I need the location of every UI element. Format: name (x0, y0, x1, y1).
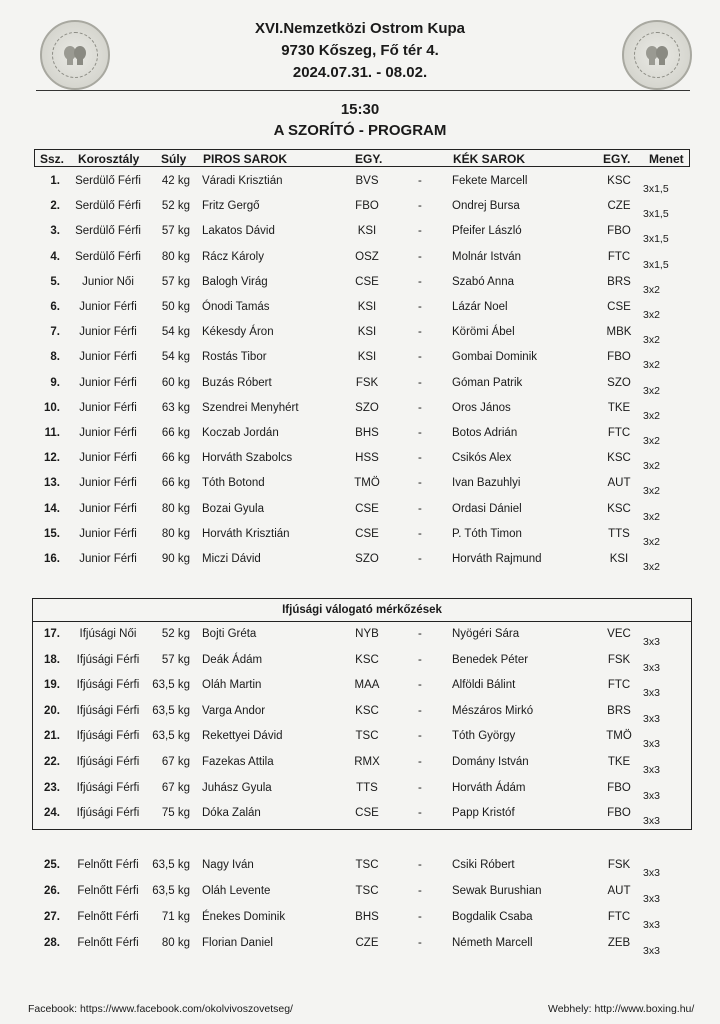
bout-row (0, 654, 720, 678)
rounds: 3x1,5 (643, 183, 669, 195)
bout-row (0, 351, 720, 375)
bout-number: 16. (44, 553, 60, 565)
bout-row (0, 807, 720, 831)
bout-row (0, 705, 720, 729)
blue-corner-club: KSI (609, 553, 629, 565)
red-corner-boxer: Ónodi Tamás (202, 301, 270, 313)
rounds: 3x2 (643, 283, 660, 296)
age-category: Ifjúsági Férfi (76, 679, 140, 692)
red-corner-boxer: Lakatos Dávid (202, 225, 275, 238)
rounds: 3x2 (643, 384, 660, 397)
bout-row (0, 756, 720, 780)
bout-row (0, 937, 720, 961)
blue-corner-boxer: Tóth György (452, 730, 516, 743)
red-corner-club: CZE (355, 937, 379, 949)
bout-number: 25. (44, 859, 60, 871)
blue-corner-club: BRS (607, 704, 631, 717)
blue-corner-club: FBO (607, 351, 631, 364)
red-corner-club: BHS (355, 427, 379, 439)
red-corner-boxer: Balogh Virág (202, 275, 268, 288)
bout-number: 2. (50, 200, 60, 213)
red-corner-boxer: Bozai Gyula (202, 502, 265, 515)
program-title: A SZORÍTÓ - PROGRAM (273, 122, 447, 139)
bout-row (0, 175, 720, 199)
rounds: 3x2 (643, 485, 660, 498)
bout-number: 4. (50, 250, 60, 263)
bout-number: 28. (44, 937, 60, 949)
weight-class: 57 kg (161, 225, 190, 238)
age-category: Ifjúsági Férfi (76, 653, 140, 666)
age-category: Felnőtt Férfi (77, 937, 139, 949)
bout-number: 26. (44, 885, 60, 897)
blue-corner-club: FTC (607, 427, 631, 439)
blue-corner-boxer: Horváth Ádám (452, 781, 526, 794)
rounds: 3x2 (643, 334, 660, 347)
bout-row (0, 200, 720, 224)
weight-class: 63,5 kg (152, 885, 190, 897)
vs-separator: - (418, 427, 422, 439)
age-category: Ifjúsági Férfi (76, 704, 140, 717)
red-corner-club: TMÖ (354, 477, 380, 490)
weight-class: 63,5 kg (152, 704, 190, 717)
red-corner-club: KSC (355, 653, 379, 666)
vs-separator: - (418, 175, 422, 187)
red-corner-boxer: Buzás Róbert (202, 376, 272, 389)
weight-class: 66 kg (161, 427, 190, 439)
vs-separator: - (418, 885, 422, 897)
red-corner-boxer: Miczi Dávid (202, 553, 261, 565)
vs-separator: - (418, 807, 422, 820)
bout-number: 18. (44, 653, 60, 666)
vs-separator: - (418, 527, 422, 540)
age-category: Ifjúsági Férfi (76, 781, 140, 794)
red-corner-boxer: Rekettyei Dávid (202, 730, 283, 743)
weight-class: 54 kg (161, 351, 190, 364)
bout-number: 15. (44, 527, 60, 540)
age-category: Junior Férfi (79, 553, 137, 565)
vs-separator: - (418, 275, 422, 288)
vs-separator: - (418, 704, 422, 717)
bout-number: 3. (50, 225, 60, 238)
bout-number: 7. (50, 326, 60, 339)
rounds: 3x3 (643, 687, 660, 700)
weight-class: 66 kg (161, 477, 190, 490)
rounds: 3x3 (643, 764, 660, 776)
age-category: Junior Férfi (79, 527, 137, 540)
vs-separator: - (418, 653, 422, 666)
bout-number: 17. (44, 628, 60, 640)
bout-number: 20. (44, 704, 60, 717)
blue-corner-boxer: Ordasi Dániel (452, 502, 522, 515)
red-corner-club: KSI (357, 225, 377, 238)
vs-separator: - (418, 250, 422, 263)
weight-class: 54 kg (161, 326, 190, 339)
col-age: Korosztály (78, 152, 140, 166)
red-corner-boxer: Oláh Martin (202, 679, 262, 692)
red-corner-club: NYB (355, 628, 379, 640)
vs-separator: - (418, 937, 422, 949)
vs-separator: - (418, 911, 422, 923)
weight-class: 66 kg (161, 452, 190, 465)
blue-corner-boxer: Papp Kristóf (452, 807, 515, 820)
weight-class: 80 kg (161, 502, 190, 515)
blue-corner-boxer: Oros János (452, 401, 511, 414)
vs-separator: - (418, 730, 422, 743)
age-category: Felnőtt Férfi (77, 885, 139, 897)
age-category: Serdülő Férfi (75, 175, 141, 187)
age-category: Junior Férfi (79, 452, 137, 465)
red-corner-club: FSK (355, 376, 379, 389)
red-corner-boxer: Koczab Jordán (202, 427, 279, 439)
weight-class: 80 kg (161, 250, 190, 263)
red-corner-club: KSI (357, 326, 377, 339)
red-corner-boxer: Dóka Zalán (202, 807, 261, 820)
bout-row (0, 251, 720, 275)
weight-class: 63,5 kg (152, 730, 190, 743)
blue-corner-boxer: Molnár István (452, 250, 522, 263)
vs-separator: - (418, 553, 422, 565)
weight-class: 63,5 kg (152, 859, 190, 871)
vs-separator: - (418, 376, 422, 389)
blue-corner-boxer: Ivan Bazuhlyi (452, 477, 521, 490)
rounds: 3x3 (643, 738, 660, 751)
bout-number: 5. (50, 275, 60, 288)
rounds: 3x2 (643, 535, 660, 548)
vs-separator: - (418, 401, 422, 414)
red-corner-boxer: Rácz Károly (202, 250, 264, 263)
blue-corner-club: AUT (607, 885, 631, 897)
bout-number: 23. (44, 781, 60, 794)
rounds: 3x3 (643, 919, 660, 931)
red-corner-boxer: Florian Daniel (202, 937, 273, 949)
bout-row (0, 276, 720, 300)
blue-corner-boxer: Lázár Noel (452, 301, 508, 313)
age-category: Junior Férfi (79, 427, 137, 439)
vs-separator: - (418, 452, 422, 465)
blue-corner-boxer: Csikós Alex (452, 452, 512, 465)
red-corner-club: FBO (355, 200, 379, 213)
weight-class: 60 kg (161, 376, 190, 389)
blue-corner-club: KSC (607, 452, 631, 465)
blue-corner-club: AUT (607, 477, 631, 490)
bout-number: 27. (44, 911, 60, 923)
blue-corner-club: FTC (607, 679, 631, 692)
age-category: Ifjúsági Női (79, 628, 137, 640)
weight-class: 90 kg (161, 553, 190, 565)
col-red-corner: PIROS SAROK (203, 152, 288, 166)
red-corner-club: MAA (354, 679, 380, 692)
weight-class: 52 kg (161, 628, 190, 640)
red-corner-club: RMX (354, 756, 380, 768)
rounds: 3x1,5 (643, 208, 669, 221)
red-corner-boxer: Fritz Gergő (202, 200, 260, 213)
red-corner-boxer: Deák Ádám (202, 653, 263, 666)
weight-class: 67 kg (161, 781, 190, 794)
bout-number: 1. (50, 175, 60, 187)
age-category: Ifjúsági Férfi (76, 730, 140, 743)
age-category: Felnőtt Férfi (77, 859, 139, 871)
age-category: Junior Férfi (79, 376, 137, 389)
vs-separator: - (418, 628, 422, 640)
bout-row (0, 553, 720, 577)
weight-class: 42 kg (161, 175, 190, 187)
blue-corner-boxer: Botos Adrián (452, 427, 518, 439)
rounds: 3x1,5 (643, 258, 669, 271)
red-corner-club: OSZ (355, 250, 379, 263)
rounds: 3x3 (643, 661, 660, 674)
red-corner-club: KSC (355, 704, 379, 717)
rounds: 3x2 (643, 460, 660, 473)
bout-number: 22. (44, 756, 60, 768)
red-corner-club: BHS (355, 911, 379, 923)
bout-row (0, 782, 720, 806)
blue-corner-boxer: Sewak Burushian (452, 885, 542, 897)
header-divider (36, 90, 690, 91)
blue-corner-club: FSK (607, 653, 631, 666)
weight-class: 80 kg (161, 937, 190, 949)
blue-corner-boxer: Horváth Rajmund (452, 553, 542, 565)
weight-class: 63,5 kg (152, 679, 190, 692)
event-address: 9730 Kőszeg, Fő tér 4. (281, 42, 439, 59)
blue-corner-boxer: Góman Patrik (452, 376, 523, 389)
rounds: 3x2 (643, 359, 660, 372)
bout-number: 11. (44, 427, 60, 439)
red-corner-boxer: Tóth Botond (202, 477, 265, 490)
vs-separator: - (418, 200, 422, 213)
red-corner-club: KSI (357, 351, 377, 364)
blue-corner-club: KSC (607, 175, 631, 187)
blue-corner-club: FTC (607, 250, 631, 263)
vs-separator: - (418, 351, 422, 364)
red-corner-boxer: Bojti Gréta (202, 628, 257, 640)
rounds: 3x1,5 (643, 233, 669, 246)
blue-corner-club: FBO (607, 781, 631, 794)
red-corner-boxer: Nagy Iván (202, 859, 254, 871)
age-category: Serdülő Férfi (75, 225, 141, 238)
bout-row (0, 859, 720, 883)
blue-corner-boxer: Gombai Dominik (452, 351, 537, 364)
red-corner-club: CSE (355, 527, 379, 540)
red-corner-club: TTS (356, 781, 378, 794)
age-category: Junior Női (82, 275, 134, 288)
weight-class: 57 kg (161, 653, 190, 666)
col-red-club: EGY. (355, 152, 383, 166)
age-category: Junior Férfi (79, 351, 137, 364)
weight-class: 52 kg (161, 200, 190, 213)
blue-corner-club: BRS (607, 275, 631, 288)
weight-class: 75 kg (161, 807, 190, 820)
bout-row (0, 679, 720, 703)
rounds: 3x3 (643, 893, 660, 905)
vs-separator: - (418, 679, 422, 692)
bout-number: 14. (44, 502, 60, 515)
bout-number: 19. (44, 679, 60, 692)
red-corner-club: SZO (355, 401, 379, 414)
blue-corner-club: TKE (607, 756, 631, 768)
red-corner-boxer: Váradi Krisztián (202, 175, 283, 187)
blue-corner-boxer: Domány István (452, 756, 529, 768)
rounds: 3x3 (643, 712, 660, 725)
bout-row (0, 477, 720, 501)
blue-corner-boxer: Benedek Péter (452, 653, 529, 666)
weight-class: 63 kg (161, 401, 190, 414)
blue-corner-boxer: P. Tóth Timon (452, 527, 522, 540)
blue-corner-club: TTS (608, 527, 630, 540)
blue-corner-boxer: Körömi Ábel (452, 326, 515, 339)
col-blue-club: EGY. (603, 152, 631, 166)
bout-row (0, 326, 720, 350)
blue-corner-club: CZE (607, 200, 631, 213)
bout-number: 9. (50, 376, 60, 389)
weight-class: 71 kg (161, 911, 190, 923)
age-category: Ifjúsági Férfi (76, 756, 140, 768)
age-category: Junior Férfi (79, 477, 137, 490)
age-category: Junior Férfi (79, 401, 137, 414)
bout-row (0, 427, 720, 451)
weight-class: 80 kg (161, 527, 190, 540)
rounds: 3x2 (643, 510, 660, 523)
red-corner-club: TSC (355, 885, 379, 897)
website-link[interactable]: Webhely: http://www.boxing.hu/ (548, 1003, 695, 1015)
rounds: 3x3 (643, 815, 660, 828)
blue-corner-club: TKE (607, 401, 631, 414)
blue-corner-boxer: Alföldi Bálint (452, 679, 516, 692)
red-corner-boxer: Szendrei Menyhért (202, 401, 299, 414)
vs-separator: - (418, 781, 422, 794)
red-corner-boxer: Juhász Gyula (202, 781, 272, 794)
bout-row (0, 225, 720, 249)
bout-row (0, 377, 720, 401)
blue-corner-boxer: Szabó Anna (452, 275, 515, 288)
red-corner-boxer: Fazekas Attila (202, 756, 274, 768)
weight-class: 50 kg (161, 301, 190, 313)
blue-corner-club: FTC (607, 911, 631, 923)
event-dates: 2024.07.31. - 08.02. (292, 64, 428, 81)
col-rounds: Menet (649, 152, 684, 166)
bout-number: 12. (44, 452, 60, 465)
blue-corner-club: KSC (607, 502, 631, 515)
col-weight: Súly (161, 152, 187, 166)
bout-row (0, 452, 720, 476)
blue-corner-boxer: Nyögéri Sára (452, 628, 520, 640)
blue-corner-club: SZO (607, 376, 631, 389)
bout-number: 13. (44, 477, 60, 490)
red-corner-boxer: Rostás Tibor (202, 351, 267, 364)
vs-separator: - (418, 477, 422, 490)
bout-number: 6. (50, 301, 60, 313)
youth-section-title: Ifjúsági válogató mérkőzések (33, 599, 691, 622)
blue-corner-club: FBO (607, 807, 631, 820)
rounds: 3x3 (643, 636, 660, 648)
rounds: 3x2 (643, 561, 660, 573)
red-corner-boxer: Varga Andor (202, 704, 266, 717)
red-corner-club: BVS (355, 175, 379, 187)
vs-separator: - (418, 301, 422, 313)
blue-corner-boxer: Bogdalik Csaba (452, 911, 533, 923)
red-corner-boxer: Horváth Szabolcs (202, 452, 293, 465)
age-category: Felnőtt Férfi (77, 911, 139, 923)
blue-corner-boxer: Pfeifer László (452, 225, 522, 238)
age-category: Junior Férfi (79, 301, 137, 313)
event-header (0, 18, 720, 84)
blue-corner-boxer: Németh Marcell (452, 937, 533, 949)
blue-corner-club: FSK (607, 859, 631, 871)
rounds: 3x2 (643, 409, 660, 422)
bout-row (0, 503, 720, 527)
bout-row (0, 528, 720, 552)
red-corner-club: KSI (357, 301, 377, 313)
red-corner-boxer: Kékesdy Áron (202, 326, 274, 339)
bout-number: 10. (44, 401, 60, 414)
blue-corner-boxer: Csiki Róbert (452, 859, 515, 871)
bout-number: 8. (50, 351, 60, 364)
red-corner-club: CSE (355, 275, 379, 288)
red-corner-boxer: Oláh Levente (202, 885, 271, 897)
red-corner-club: TSC (355, 730, 379, 743)
age-category: Junior Férfi (79, 326, 137, 339)
age-category: Ifjúsági Férfi (76, 807, 140, 820)
vs-separator: - (418, 326, 422, 339)
age-category: Serdülő Férfi (75, 250, 141, 263)
blue-corner-club: VEC (607, 628, 631, 640)
blue-corner-boxer: Fekete Marcell (452, 175, 528, 187)
red-corner-club: CSE (355, 807, 379, 820)
blue-corner-club: CSE (607, 301, 631, 313)
facebook-link[interactable]: Facebook: https://www.facebook.com/okolvivoszovetseg/ (28, 1003, 293, 1015)
blue-corner-club: ZEB (607, 937, 631, 949)
bout-number: 24. (44, 807, 60, 820)
col-blue-corner: KÉK SAROK (453, 152, 526, 166)
bout-row (0, 730, 720, 754)
rounds: 3x2 (643, 309, 660, 321)
table-header (34, 149, 690, 167)
event-title: XVI.Nemzetközi Ostrom Kupa (254, 20, 466, 37)
weight-class: 57 kg (161, 275, 190, 288)
bout-number: 21. (44, 730, 60, 743)
session-time: 15:30 (340, 101, 380, 118)
vs-separator: - (418, 756, 422, 768)
age-category: Serdülő Férfi (75, 200, 141, 213)
blue-corner-club: MBK (606, 326, 632, 339)
blue-corner-boxer: Mészáros Mirkó (452, 704, 534, 717)
bout-row (0, 911, 720, 935)
bout-row (0, 885, 720, 909)
red-corner-club: TSC (355, 859, 379, 871)
red-corner-club: HSS (355, 452, 379, 465)
bout-row (0, 402, 720, 426)
blue-corner-club: FBO (607, 225, 631, 238)
blue-corner-boxer: Ondrej Bursa (452, 200, 520, 213)
rounds: 3x3 (643, 789, 660, 802)
red-corner-club: CSE (355, 502, 379, 515)
vs-separator: - (418, 502, 422, 515)
weight-class: 67 kg (161, 756, 190, 768)
red-corner-club: SZO (355, 553, 379, 565)
red-corner-boxer: Énekes Dominik (202, 911, 286, 923)
col-num: Ssz. (40, 152, 65, 166)
age-category: Junior Férfi (79, 502, 137, 515)
vs-separator: - (418, 225, 422, 238)
bout-row (0, 301, 720, 325)
bout-row (0, 628, 720, 652)
rounds: 3x2 (643, 435, 660, 447)
rounds: 3x3 (643, 945, 660, 957)
vs-separator: - (418, 859, 422, 871)
rounds: 3x3 (643, 867, 660, 879)
red-corner-boxer: Horváth Krisztián (202, 527, 290, 540)
blue-corner-club: TMÖ (606, 730, 632, 743)
